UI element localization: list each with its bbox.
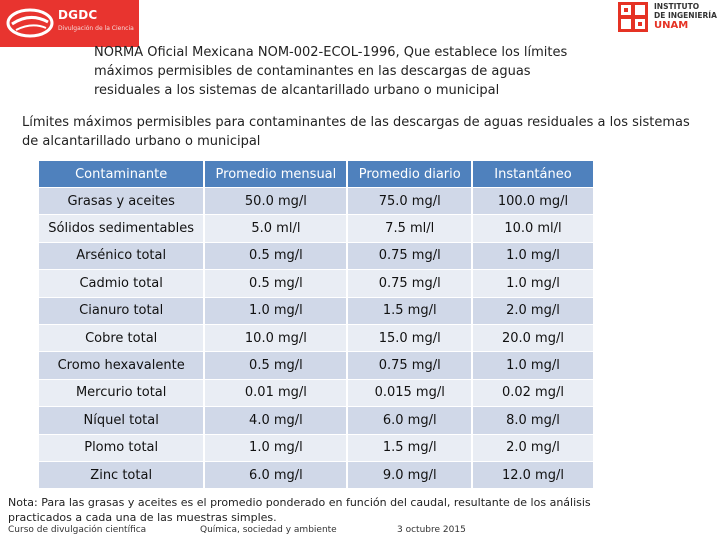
cell-promedio-mensual: 50.0 mg/l xyxy=(204,188,347,215)
instituto-line3: UNAM xyxy=(654,20,689,31)
cell-promedio-mensual: 0.5 mg/l xyxy=(204,352,347,379)
cell-promedio-diario: 75.0 mg/l xyxy=(347,188,472,215)
table-row xyxy=(39,352,593,379)
dgdc-tagline: Divulgación de la Ciencia xyxy=(58,25,134,32)
cell-instantaneo: 12.0 mg/l xyxy=(472,461,593,488)
header-promedio-mensual: Promedio mensual xyxy=(204,161,347,188)
cell-contaminante: Níquel total xyxy=(39,407,204,434)
cell-contaminante: Cianuro total xyxy=(39,297,204,324)
cell-promedio-diario: 1.5 mg/l xyxy=(347,297,472,324)
cell-contaminante: Zinc total xyxy=(39,461,204,488)
cell-promedio-mensual: 10.0 mg/l xyxy=(204,324,347,351)
cell-contaminante: Plomo total xyxy=(39,434,204,461)
cell-promedio-mensual: 0.5 mg/l xyxy=(204,242,347,269)
table-row xyxy=(39,461,593,488)
cell-promedio-diario: 6.0 mg/l xyxy=(347,407,472,434)
cell-contaminante: Cobre total xyxy=(39,324,204,351)
table-note: Nota: Para las grasas y aceites es el promedio ponderado en función del caudal, resultante de los análisis practicados a cada una de las muestras simples. xyxy=(8,496,591,524)
instituto-line1: INSTITUTO xyxy=(654,2,700,11)
header-contaminante: Contaminante xyxy=(39,161,204,188)
table-row xyxy=(39,379,593,406)
cell-instantaneo: 10.0 ml/l xyxy=(472,215,593,242)
cell-promedio-diario: 0.75 mg/l xyxy=(347,270,472,297)
cell-promedio-mensual: 1.0 mg/l xyxy=(204,297,347,324)
cell-promedio-diario: 1.5 mg/l xyxy=(347,434,472,461)
cell-promedio-mensual: 6.0 mg/l xyxy=(204,461,347,488)
table-row xyxy=(39,215,593,242)
instituto-line2: DE INGENIERÍA xyxy=(654,11,717,20)
cell-promedio-diario: 0.75 mg/l xyxy=(347,352,472,379)
header-promedio-diario: Promedio diario xyxy=(347,161,472,188)
cell-promedio-mensual: 1.0 mg/l xyxy=(204,434,347,461)
cell-instantaneo: 1.0 mg/l xyxy=(472,242,593,269)
cell-promedio-diario: 0.015 mg/l xyxy=(347,379,472,406)
footer-date: 3 octubre 2015 xyxy=(397,525,466,535)
dgdc-logo xyxy=(0,0,139,47)
header-instantaneo: Instantáneo xyxy=(472,161,593,188)
footer-topic: Química, sociedad y ambiente xyxy=(200,525,337,535)
cell-instantaneo: 2.0 mg/l xyxy=(472,297,593,324)
cell-contaminante: Grasas y aceites xyxy=(39,188,204,215)
table-row xyxy=(39,242,593,269)
cell-instantaneo: 100.0 mg/l xyxy=(472,188,593,215)
cell-promedio-diario: 9.0 mg/l xyxy=(347,461,472,488)
limits-table xyxy=(39,161,593,488)
dgdc-brand-text: DGDC xyxy=(58,8,98,22)
footer-course: Curso de divulgación científica xyxy=(8,525,147,535)
cell-contaminante: Cadmio total xyxy=(39,270,204,297)
cell-contaminante: Sólidos sedimentables xyxy=(39,215,204,242)
table-row xyxy=(39,188,593,215)
cell-contaminante: Mercurio total xyxy=(39,379,204,406)
cell-promedio-diario: 15.0 mg/l xyxy=(347,324,472,351)
cell-contaminante: Cromo hexavalente xyxy=(39,352,204,379)
cell-instantaneo: 0.02 mg/l xyxy=(472,379,593,406)
instituto-emblem-icon xyxy=(618,2,648,32)
table-row xyxy=(39,297,593,324)
cell-instantaneo: 8.0 mg/l xyxy=(472,407,593,434)
table-caption: Límites máximos permisibles para contaminantes de las descargas de aguas residuales a los sistemas de alcantarillado urbano o municipal xyxy=(22,115,690,149)
cell-instantaneo: 1.0 mg/l xyxy=(472,352,593,379)
cell-instantaneo: 1.0 mg/l xyxy=(472,270,593,297)
table-header-row xyxy=(39,161,593,188)
table-row xyxy=(39,270,593,297)
cell-promedio-mensual: 5.0 ml/l xyxy=(204,215,347,242)
table-row xyxy=(39,324,593,351)
cell-promedio-mensual: 0.5 mg/l xyxy=(204,270,347,297)
table-row xyxy=(39,434,593,461)
table-row xyxy=(39,407,593,434)
cell-promedio-diario: 7.5 ml/l xyxy=(347,215,472,242)
instituto-ingenieria-logo xyxy=(618,0,720,34)
document-title: NORMA Oficial Mexicana NOM-002-ECOL-1996, Que establece los límites máximos permisibles de contaminantes en las descargas de aguas residuales a los sistemas de alcantarillado urbano o municipal xyxy=(94,45,568,98)
cell-promedio-mensual: 0.01 mg/l xyxy=(204,379,347,406)
cell-instantaneo: 20.0 mg/l xyxy=(472,324,593,351)
cell-contaminante: Arsénico total xyxy=(39,242,204,269)
cell-instantaneo: 2.0 mg/l xyxy=(472,434,593,461)
cell-promedio-mensual: 4.0 mg/l xyxy=(204,407,347,434)
dgdc-emblem-icon xyxy=(6,8,54,38)
cell-promedio-diario: 0.75 mg/l xyxy=(347,242,472,269)
